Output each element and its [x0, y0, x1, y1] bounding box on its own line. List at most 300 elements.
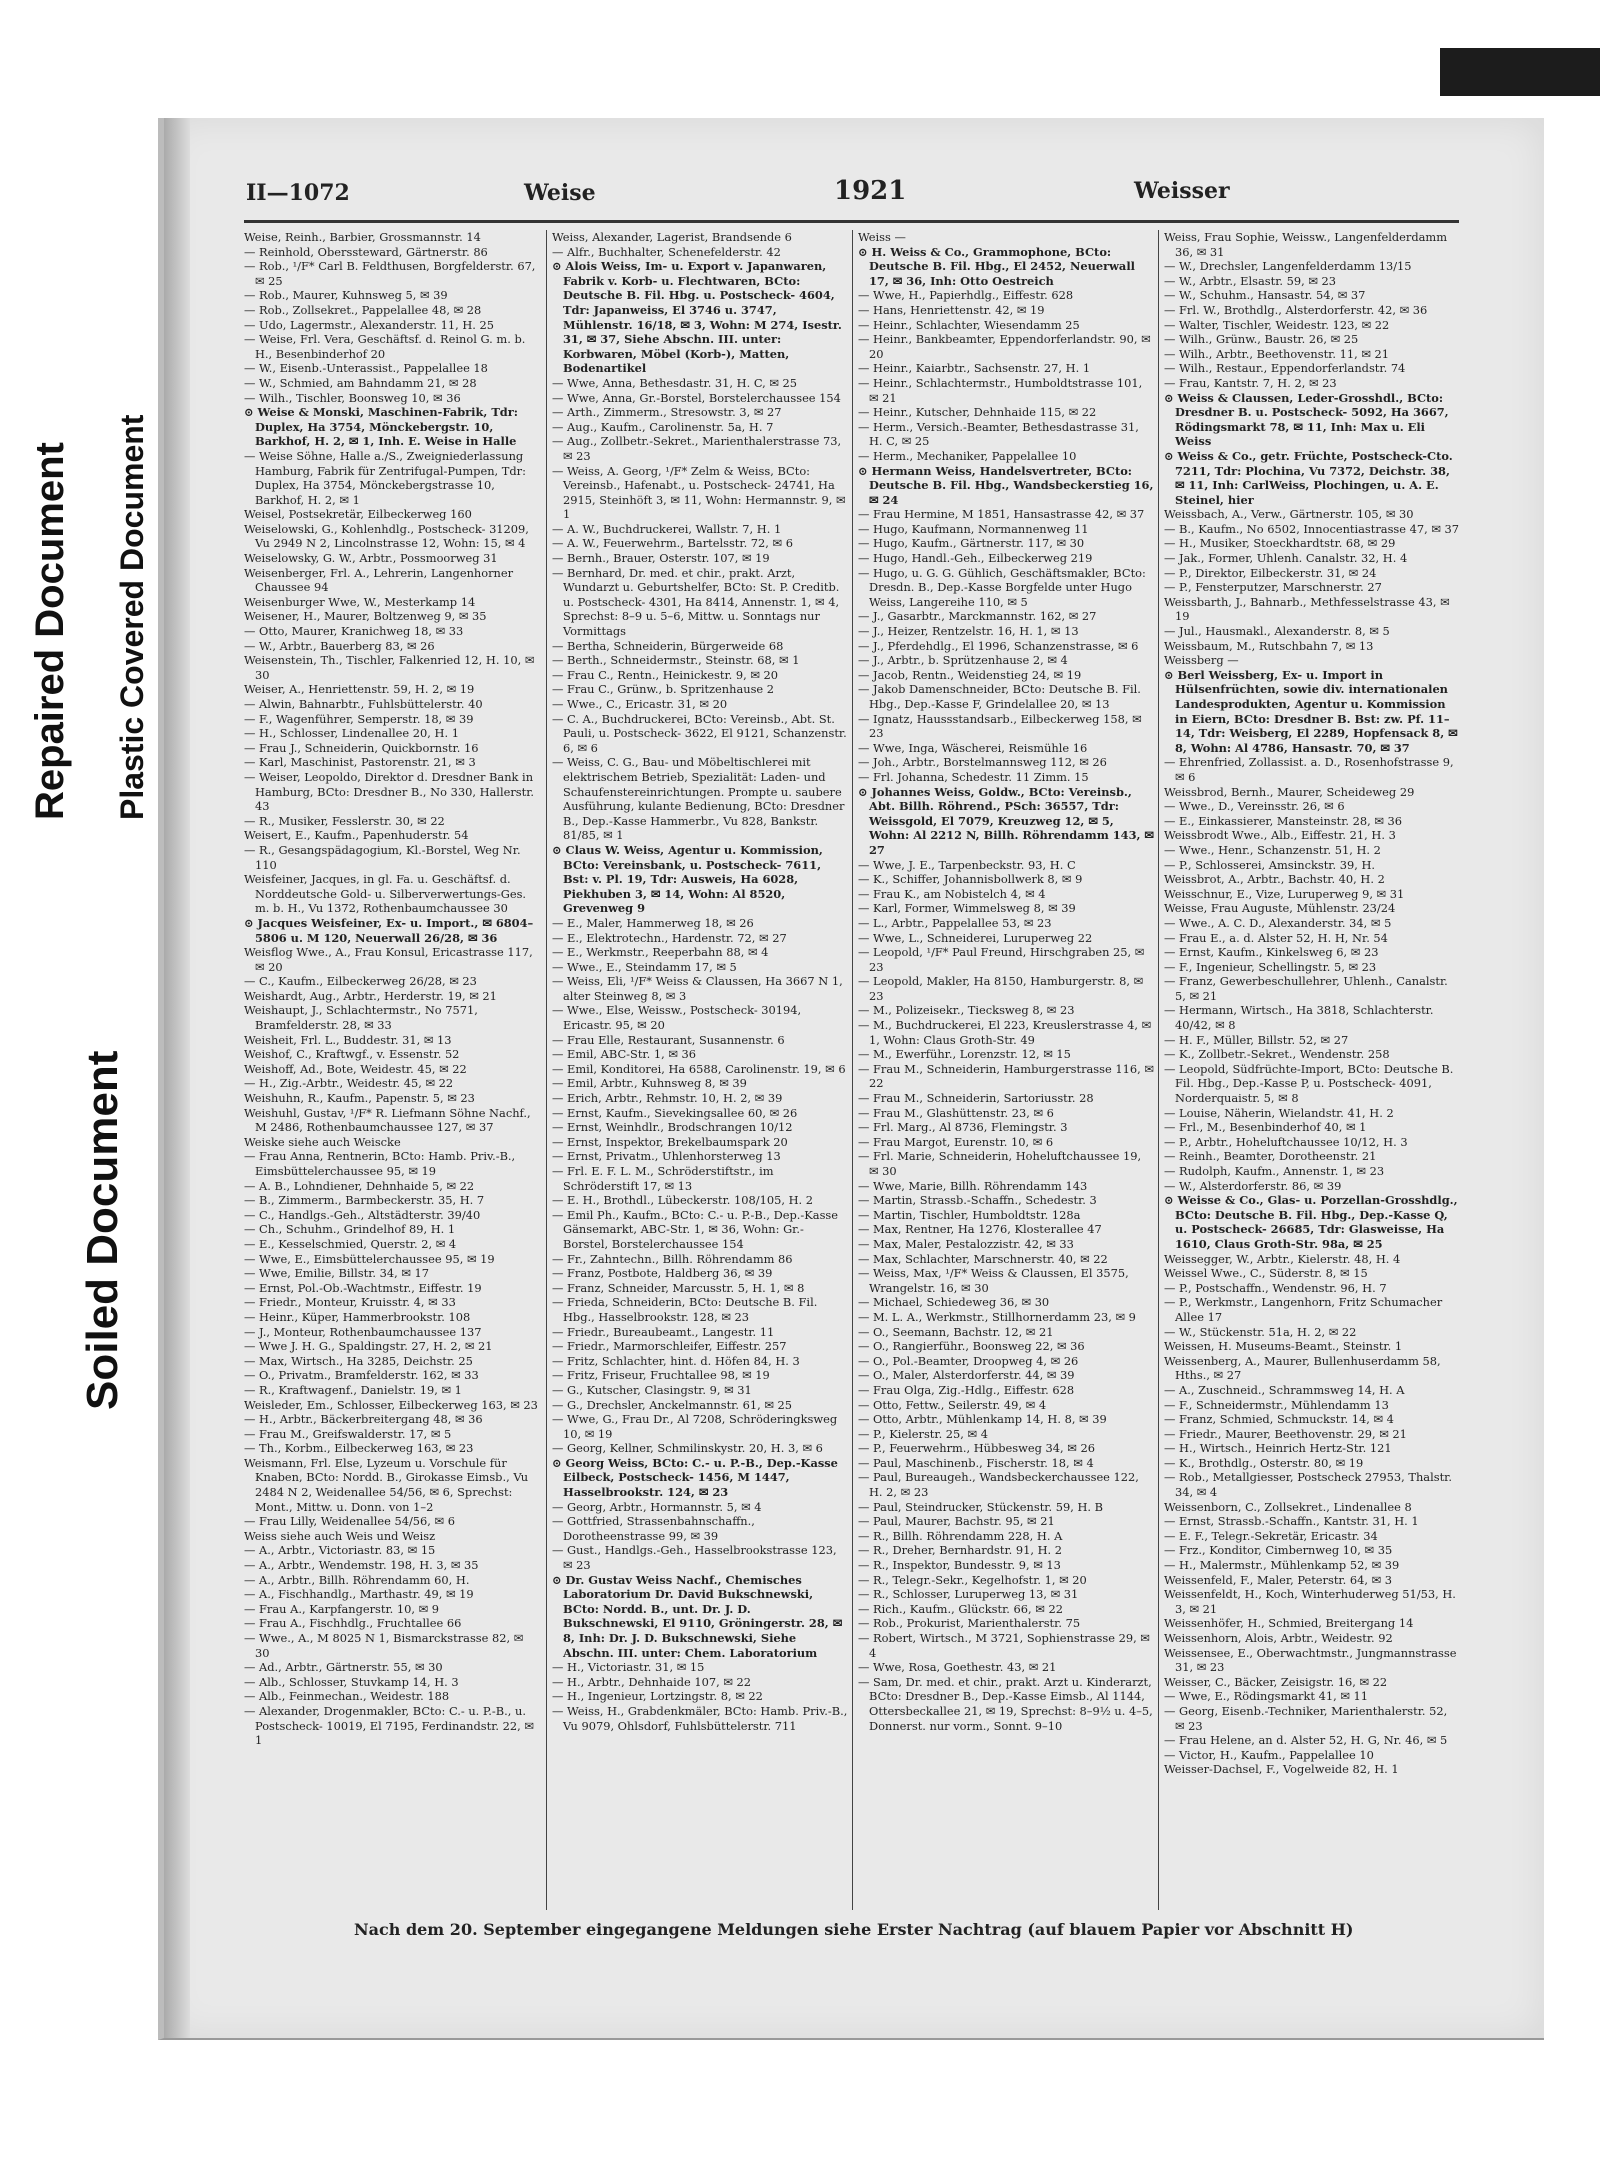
- directory-entry: — W., Arbtr., Elsastr. 59, ✉ 23: [1164, 273, 1337, 288]
- directory-entry: — Wwe, Inga, Wäscherei, Reismühle 16: [858, 740, 1088, 755]
- directory-entry: — E., Elektrotechn., Hardenstr. 72, ✉ 27: [552, 930, 787, 945]
- directory-entry: ⊙ Weisse & Co., Glas- u. Porzellan-Grosshdlg., BCto: Deutsche B. Fil. Hbg., Dep.-Kasse Q, u. Postscheck- 26685, Tdr: Glasweisse, Ha 1610, Claus Groth-Str. 98a, ✉ 25: [1164, 1193, 1458, 1251]
- page-number: II—1072: [246, 180, 350, 206]
- directory-entry: — Heinr., Küper, Hammerbrookstr. 108: [244, 1309, 471, 1324]
- directory-entry: Weisser, C., Bäcker, Zeisigstr. 16, ✉ 22: [1164, 1674, 1388, 1689]
- column-divider: [1158, 230, 1159, 1910]
- directory-entry: — Karl, Former, Wimmelsweg 8, ✉ 39: [858, 901, 1076, 916]
- directory-entry: — J., Monteur, Rothenbaumchaussee 137: [244, 1324, 482, 1339]
- directory-entry: — E., Kesselschmied, Querstr. 2, ✉ 4: [244, 1236, 457, 1251]
- directory-entry: — Wwe, Anna, Gr.-Borstel, Borstelerchaussee 154: [552, 390, 841, 405]
- directory-entry: — Rob., Zollsekret., Pappelallee 48, ✉ 28: [244, 302, 482, 317]
- directory-entry: — Weiser, Leopoldo, Direktor d. Dresdner Bank in Hamburg, BCto: Dresdner B., No 330, Hallerstr. 43: [244, 769, 535, 814]
- directory-entry: — Alb., Schlosser, Stuvkamp 14, H. 3: [244, 1674, 459, 1689]
- directory-entry: — Friedr., Monteur, Kruisstr. 4, ✉ 33: [244, 1295, 456, 1310]
- directory-entry: Weissenfeld, F., Maler, Peterstr. 64, ✉ 3: [1164, 1572, 1392, 1587]
- directory-entry: — H., Arbtr., Bäckerbreitergang 48, ✉ 36: [244, 1412, 483, 1427]
- directory-entry: — Wilh., Tischler, Boonsweg 10, ✉ 36: [244, 390, 461, 405]
- directory-entry: — O., Maler, Alsterdorferstr. 44, ✉ 39: [858, 1368, 1075, 1383]
- directory-entry: Weisert, E., Kaufm., Papenhuderstr. 54: [244, 828, 469, 843]
- directory-entry: — Frl. Marg., Al 8736, Flemingstr. 3: [858, 1120, 1068, 1135]
- directory-entry: — Wwe, H., Papierhdlg., Eiffestr. 628: [858, 288, 1074, 303]
- directory-entry: Weisser-Dachsel, F., Vogelweide 82, H. 1: [1164, 1762, 1399, 1777]
- directory-entry: — R., Musiker, Fesslerstr. 30, ✉ 22: [244, 813, 445, 828]
- directory-entry: — P., Direktor, Eilbeckerstr. 31, ✉ 24: [1164, 565, 1377, 580]
- directory-entry: — Wwe., D., Vereinsstr. 26, ✉ 6: [1164, 799, 1345, 814]
- directory-entry: — Frau J., Schneiderin, Quickbornstr. 16: [244, 740, 479, 755]
- directory-entry: — Frau K., am Nobistelch 4, ✉ 4: [858, 886, 1046, 901]
- directory-entry: — A., Fischhandlg., Marthastr. 49, ✉ 19: [244, 1587, 474, 1602]
- directory-entry: — Max, Schlachter, Marschnerstr. 40, ✉ 22: [858, 1251, 1108, 1266]
- directory-entry: — G., Drechsler, Anckelmannstr. 61, ✉ 25: [552, 1397, 793, 1412]
- directory-entry: Weisenberger, Frl. A., Lehrerin, Langenhorner Chaussee 94: [244, 565, 514, 595]
- directory-column-3: [858, 230, 1154, 1910]
- directory-entry: — C. A., Buchdruckerei, BCto: Vereinsb., Abt. St. Pauli, u. Postscheck- 3622, El 9121, Schanzenstr. 6, ✉ 6: [552, 711, 847, 755]
- directory-entry: — Weiss, Max, ¹/F* Weiss & Claussen, El 3575, Wrangelstr. 16, ✉ 30: [858, 1266, 1129, 1295]
- directory-entry: — P., Kielerstr. 25, ✉ 4: [858, 1426, 988, 1441]
- directory-entry: — Gust., Handlgs.-Geh., Hasselbrookstrasse 123, ✉ 23: [552, 1543, 837, 1573]
- directory-entry: ⊙ Berl Weissberg, Ex- u. Import in Hülsenfrüchten, sowie div. internationalen Landesprodukten, Agentur u. Kommission in Eiern, BCto: Dresdner B. Bst: zw. Pf. 11–14, Tdr: Weisberg, El 2289, Hopfensack 8, ✉ 8, Wohn: Al 4786, Hansastr. 70, ✉ 37: [1164, 667, 1458, 755]
- directory-entry: — P., Postschaffn., Wendenstr. 96, H. 7: [1164, 1280, 1387, 1295]
- directory-entry: — Leopold, Makler, Ha 8150, Hamburgerstr. 8, ✉ 23: [858, 974, 1144, 1003]
- directory-entry: — H., Musiker, Stoeckhardtstr. 68, ✉ 29: [1164, 536, 1396, 551]
- directory-entry: — W., Alsterdorferstr. 86, ✉ 39: [1164, 1178, 1342, 1193]
- directory-entry: — Wwe., A. C. D., Alexanderstr. 34, ✉ 5: [1164, 915, 1392, 930]
- directory-entry: — Ch., Schuhm., Grindelhof 89, H. 1: [244, 1222, 456, 1237]
- directory-entry: Weissbrot, A., Arbtr., Bachstr. 40, H. 2: [1164, 872, 1385, 887]
- directory-entry: Weissegger, W., Arbtr., Kielerstr. 48, H. 4: [1164, 1251, 1401, 1266]
- directory-entry: Weismann, Frl. Else, Lyzeum u. Vorschule für Knaben, BCto: Nordd. B., Girokasse Eimsb., Vu 2484 N 2, Weidenallee 54/56, ✉ 6, Sprechst: Mont., Mittw. u. Donn. von 1–2: [244, 1455, 529, 1514]
- directory-entry: Weiss, Frau Sophie, Weissw., Langenfelderdamm 36, ✉ 31: [1164, 230, 1448, 259]
- directory-entry: — Reinh., Beamter, Dorotheenstr. 21: [1164, 1149, 1377, 1164]
- directory-entry: — A., Arbtr., Victoriastr. 83, ✉ 15: [244, 1543, 436, 1558]
- directory-entry: — Friedr., Maurer, Beethovenstr. 29, ✉ 21: [1164, 1426, 1407, 1441]
- directory-entry: — E. F., Telegr.-Sekretär, Ericastr. 34: [1164, 1528, 1378, 1543]
- label-plastic-covered-document: Plastic Covered Document: [114, 414, 150, 820]
- directory-entry: — Wwe, L., Schneiderei, Luruperweg 22: [858, 930, 1093, 945]
- header-keyword-right: Weisser: [1134, 178, 1230, 204]
- directory-entry: — R., Dreher, Bernhardstr. 91, H. 2: [858, 1543, 1063, 1558]
- directory-entry: — P., Feuerwehrm., Hübbesweg 34, ✉ 26: [858, 1441, 1095, 1456]
- directory-entry: — Jul., Hausmakl., Alexanderstr. 8, ✉ 5: [1164, 624, 1390, 639]
- directory-entry: Weissensee, E., Oberwachtmstr., Jungmannstrasse 31, ✉ 23: [1164, 1645, 1457, 1675]
- side-labels: [18, 280, 158, 1420]
- directory-entry: Weiss siehe auch Weis und Weisz: [244, 1528, 436, 1543]
- directory-entry: — Bertha, Schneiderin, Bürgerweide 68: [552, 638, 784, 653]
- directory-entry: — Frau E., a. d. Alster 52, H. H, Nr. 54: [1164, 930, 1388, 945]
- directory-entry: — Weise, Frl. Vera, Geschäftsf. d. Reinol G. m. b. H., Besenbinderhof 20: [244, 332, 526, 361]
- directory-entry: Weiske siehe auch Weiscke: [244, 1134, 401, 1149]
- directory-entry: — B., Zimmerm., Barmbeckerstr. 35, H. 7: [244, 1193, 485, 1208]
- directory-entry: — Frl. Marie, Schneiderin, Hoheluftchaussee 19, ✉ 30: [858, 1149, 1142, 1178]
- directory-entry: Weishuhl, Gustav, ¹/F* R. Liefmann Söhne Nachf., M 2486, Rothenbaumchaussee 127, ✉ 37: [244, 1105, 531, 1135]
- directory-entry: — R., Schlosser, Luruperweg 13, ✉ 31: [858, 1587, 1079, 1602]
- directory-entry: ⊙ Georg Weiss, BCto: C.- u. P.-B., Dep.-Kasse Eilbeck, Postscheck- 1456, M 1447, Hasselbrookstr. 124, ✉ 23: [552, 1455, 838, 1500]
- directory-entry: — P., Schlosserei, Amsinckstr. 39, H.: [1164, 857, 1376, 872]
- directory-entry: — G., Kutscher, Clasingstr. 9, ✉ 31: [552, 1382, 752, 1397]
- directory-entry: Weishoff, Ad., Bote, Weidestr. 45, ✉ 22: [244, 1061, 467, 1076]
- directory-entry: — Rob., Metallgiesser, Postscheck 27953, Thalstr. 34, ✉ 4: [1164, 1470, 1452, 1500]
- directory-entry: — K., Brothdlg., Osterstr. 80, ✉ 19: [1164, 1455, 1364, 1470]
- directory-entry: — Wwe, Marie, Billh. Röhrendamm 143: [858, 1178, 1088, 1193]
- directory-entry: — Wwe, E., Rödingsmarkt 41, ✉ 11: [1164, 1689, 1369, 1704]
- page-header: [234, 158, 1464, 218]
- directory-entry: — Ernst, Inspektor, Brekelbaumspark 20: [552, 1134, 788, 1149]
- directory-entry: — A., Arbtr., Wendemstr. 198, H. 3, ✉ 35: [244, 1558, 479, 1573]
- directory-entry: — J., Pferdehdlg., El 1996, Schanzenstrasse, ✉ 6: [858, 638, 1139, 653]
- directory-entry: — Erich, Arbtr., Rehmstr. 10, H. 2, ✉ 39: [552, 1091, 783, 1106]
- directory-entry: — A. B., Lohndiener, Dehnhaide 5, ✉ 22: [244, 1178, 475, 1193]
- directory-entry: — Udo, Lagermstr., Alexanderstr. 11, H. 25: [244, 317, 495, 332]
- directory-entry: — Frau M., Schneiderin, Hamburgerstrasse 116, ✉ 22: [858, 1061, 1154, 1091]
- directory-entry: — Ignatz, Haussstandsarb., Eilbeckerweg 158, ✉ 23: [858, 711, 1142, 741]
- directory-entry: — Frl. E. F. L. M., Schröderstiftstr., im Schröderstift 17, ✉ 13: [552, 1164, 774, 1193]
- directory-entry: — Wwe, E., Eimsbüttelerchaussee 95, ✉ 19: [244, 1251, 495, 1266]
- directory-entry: — Hugo, Kaufmann, Normannenweg 11: [858, 521, 1089, 536]
- directory-entry: — Weise Söhne, Halle a./S., Zweigniederlassung Hamburg, Fabrik für Zentrifugal-Pumpen, Tdr: Duplex, Ha 3754, Mönckebergstrasse 10, Barkhof, H. 2, ✉ 1: [244, 448, 526, 507]
- directory-entry: — Wwe., A., M 8025 N 1, Bismarckstrasse 82, ✉ 30: [244, 1631, 524, 1660]
- directory-column-4: [1164, 230, 1460, 1910]
- directory-entry: — Karl, Maschinist, Pastorenstr. 21, ✉ 3: [244, 755, 476, 770]
- directory-entry: — F., Ingenieur, Schellingstr. 5, ✉ 23: [1164, 959, 1377, 974]
- directory-entry: — Paul, Steindrucker, Stückenstr. 59, H. B: [858, 1499, 1104, 1514]
- directory-entry: — Martin, Tischler, Humboldtstr. 128a: [858, 1207, 1081, 1222]
- directory-entry: — Wwe, Anna, Bethesdastr. 31, H. C, ✉ 25: [552, 375, 798, 390]
- directory-entry: — Th., Korbm., Eilbeckerweg 163, ✉ 23: [244, 1441, 474, 1456]
- directory-entry: — Hans, Henriettenstr. 42, ✉ 19: [858, 302, 1045, 317]
- directory-entry: — Weiss, H., Grabdenkmäler, BCto: Hamb. Priv.-B., Vu 9079, Ohlsdorf, Fuhlsbüttelerstr. 711: [552, 1703, 848, 1733]
- directory-entry: Weisener, H., Maurer, Boltzenweg 9, ✉ 35: [244, 609, 487, 624]
- directory-entry: Weishuhn, R., Kaufm., Papenstr. 5, ✉ 23: [244, 1091, 475, 1106]
- directory-entry: — Frau C., Grünw., b. Spritzenhause 2: [552, 682, 775, 697]
- directory-entry: — Herm., Mechaniker, Pappelallee 10: [858, 448, 1077, 463]
- directory-entry: Weise, Reinh., Barbier, Grossmannstr. 14: [244, 230, 481, 244]
- directory-entry: ⊙ Dr. Gustav Weiss Nachf., Chemisches Laboratorium Dr. David Bukschnewski, BCto: Nordd. B., unt. Dr. J. D. Bukschnewski, El 9110, Gröningerstr. 28, ✉ 8, Inh: Dr. J. D. Bukschnewski, Siehe Abschn. III. unter: Chem. Laboratorium: [552, 1572, 843, 1660]
- directory-entry: — Frau M., Schneiderin, Sartoriusstr. 28: [858, 1091, 1094, 1106]
- directory-entry: — Wwe, Emilie, Billstr. 34, ✉ 17: [244, 1266, 430, 1281]
- directory-entry: — C., Kaufm., Eilbeckerweg 26/28, ✉ 23: [244, 974, 477, 989]
- directory-entry: — Frau Margot, Eurenstr. 10, ✉ 6: [858, 1134, 1054, 1149]
- directory-entry: Weishardt, Aug., Arbtr., Herderstr. 19, ✉ 21: [244, 988, 497, 1003]
- directory-entry: — Otto, Arbtr., Mühlenkamp 14, H. 8, ✉ 39: [858, 1412, 1107, 1427]
- directory-entry: — Franz, Postbote, Haldberg 36, ✉ 39: [552, 1266, 773, 1281]
- directory-entry: — Rob., Prokurist, Marienthalerstr. 75: [858, 1616, 1081, 1631]
- directory-entry: Weisheit, Frl. L., Buddestr. 31, ✉ 13: [244, 1032, 452, 1047]
- directory-entry: — J., Gasarbtr., Marckmannstr. 162, ✉ 27: [858, 609, 1097, 624]
- directory-entry: Weissel Wwe., C., Süderstr. 8, ✉ 15: [1164, 1266, 1368, 1281]
- directory-entry: Weishof, C., Kraftwgf., v. Essenstr. 52: [244, 1047, 460, 1062]
- directory-entry: — Michael, Schiedeweg 36, ✉ 30: [858, 1295, 1050, 1310]
- directory-entry: — Ad., Arbtr., Gärtnerstr. 55, ✉ 30: [244, 1660, 443, 1675]
- directory-entry: — Frau Anna, Rentnerin, BCto: Hamb. Priv.-B., Eimsbüttelerchaussee 95, ✉ 19: [244, 1149, 516, 1178]
- directory-entry: — H., Victoriastr. 31, ✉ 15: [552, 1660, 705, 1675]
- directory-entry: Weisse, Frau Auguste, Mühlenstr. 23/24: [1164, 901, 1396, 916]
- directory-entry: ⊙ Hermann Weiss, Handelsvertreter, BCto: Deutsche B. Fil. Hbg., Wandsbeckerstieg 16, ✉ 24: [858, 463, 1154, 507]
- directory-entry: — Heinr., Bankbeamter, Eppendorferlandstr. 90, ✉ 20: [858, 332, 1151, 361]
- directory-entry: — Alb., Feinmechan., Weidestr. 188: [244, 1689, 450, 1704]
- directory-entry: — Ernst, Pol.-Ob.-Wachtmstr., Eiffestr. 19: [244, 1280, 482, 1295]
- directory-entry: — Frau Olga, Zig.-Hdlg., Eiffestr. 628: [858, 1382, 1075, 1397]
- directory-entry: — H. F., Müller, Billstr. 52, ✉ 27: [1164, 1032, 1349, 1047]
- directory-entry: — H., Wirtsch., Heinrich Hertz-Str. 121: [1164, 1441, 1392, 1456]
- directory-entry: — Wwe, J. E., Tarpenbeckstr. 93, H. C: [858, 857, 1076, 872]
- directory-entry: — Frau M., Greifswalderstr. 17, ✉ 5: [244, 1426, 452, 1441]
- directory-entry: — Jakob Damenschneider, BCto: Deutsche B. Fil. Hbg., Dep.-Kasse F, Grindelallee 20, ✉ 13: [858, 682, 1141, 711]
- directory-entry: — Sam, Dr. med. et chir., prakt. Arzt u. Kinderarzt, BCto: Dresdner B., Dep.-Kasse Eimsb., Al 1144, Ottersbeckallee 21, ✉ 19, Sprechst: 8–9½ u. 4–5, Donnerst. nur vorm., Sonnt. 9–10: [858, 1674, 1153, 1733]
- directory-entry: — Alexander, Drogenmakler, BCto: C.- u. P.-B., u. Postscheck- 10019, El 7195, Ferdinandstr. 22, ✉ 1: [244, 1703, 534, 1748]
- directory-entry: Weissberg —: [1164, 653, 1239, 668]
- directory-entry: — Georg, Eisenb.-Techniker, Marienthalerstr. 52, ✉ 23: [1164, 1703, 1448, 1733]
- directory-entry: — Victor, H., Kaufm., Pappelallee 10: [1164, 1747, 1374, 1762]
- directory-entry: — Paul, Bureaugeh., Wandsbeckerchaussee 122, H. 2, ✉ 23: [858, 1470, 1139, 1500]
- directory-entry: — R., Kraftwagenf., Danielstr. 19, ✉ 1: [244, 1382, 462, 1397]
- directory-entry: — H., Ingenieur, Lortzingstr. 8, ✉ 22: [552, 1689, 763, 1704]
- directory-entry: — J., Heizer, Rentzelstr. 16, H. 1, ✉ 13: [858, 624, 1079, 639]
- directory-entry: — W., Eisenb.-Unterassist., Pappelallee 18: [244, 361, 488, 376]
- directory-entry: — Gottfried, Strassenbahnschaffn., Dorotheenstrasse 99, ✉ 39: [552, 1514, 755, 1543]
- directory-entry: — R., Telegr.-Sekr., Kegelhofstr. 1, ✉ 20: [858, 1572, 1087, 1587]
- header-keyword-left: Weise: [524, 180, 596, 206]
- directory-entry: — M., Buchdruckerei, El 223, Kreuslerstrasse 4, ✉ 1, Wohn: Claus Groth-Str. 49: [858, 1018, 1152, 1047]
- directory-entry: — R., Gesangspädagogium, Kl.-Borstel, Weg Nr. 110: [244, 842, 521, 872]
- directory-entry: Weissenberg, A., Maurer, Bullenhuserdamm 58, Hths., ✉ 27: [1164, 1353, 1441, 1383]
- directory-entry: — R., Billh. Röhrendamm 228, H. A: [858, 1528, 1063, 1543]
- directory-entry: Weisenstein, Th., Tischler, Falkenried 12, H. 10, ✉ 30: [244, 653, 535, 682]
- directory-entry: — H., Malermstr., Mühlenkamp 52, ✉ 39: [1164, 1558, 1400, 1573]
- directory-entry: — O., Rangierführ., Boonsweg 22, ✉ 36: [858, 1339, 1085, 1354]
- directory-entry: — M., Ewerführ., Lorenzstr. 12, ✉ 15: [858, 1047, 1071, 1062]
- column-divider: [852, 230, 853, 1910]
- directory-entry: ⊙ H. Weiss & Co., Grammophone, BCto: Deutsche B. Fil. Hbg., El 2452, Neuerwall 17, ✉ 36, Inh: Otto Oestreich: [858, 244, 1135, 288]
- directory-entry: — Walter, Tischler, Weidestr. 123, ✉ 22: [1164, 317, 1390, 332]
- directory-entry: — Louise, Näherin, Wielandstr. 41, H. 2: [1164, 1105, 1394, 1120]
- directory-entry: — Frau C., Rentn., Heinickestr. 9, ✉ 20: [552, 667, 779, 682]
- document-page: [158, 118, 1544, 2040]
- directory-entry: — W., Drechsler, Langenfelderdamm 13/15: [1164, 259, 1412, 274]
- directory-entry: — Emil, Arbtr., Kuhnsweg 8, ✉ 39: [552, 1076, 747, 1091]
- directory-entry: Weisschnur, E., Vize, Luruperweg 9, ✉ 31: [1164, 886, 1405, 901]
- directory-entry: — Otto, Fettw., Seilerstr. 49, ✉ 4: [858, 1397, 1047, 1412]
- directory-entry: Weissbrodt Wwe., Alb., Eiffestr. 21, H. 3: [1164, 828, 1396, 843]
- directory-entry: — Emil, Konditorei, Ha 6588, Carolinenstr. 19, ✉ 6: [552, 1061, 846, 1076]
- directory-entry: — Wilh., Arbtr., Beethovenstr. 11, ✉ 21: [1164, 346, 1389, 361]
- directory-entry: — W., Schmied, am Bahndamm 21, ✉ 28: [244, 375, 477, 390]
- directory-entry: — Georg, Arbtr., Hormannstr. 5, ✉ 4: [552, 1499, 762, 1514]
- directory-entry: — Rudolph, Kaufm., Annenstr. 1, ✉ 23: [1164, 1164, 1385, 1178]
- directory-entry: — Ernst, Strassb.-Schaffn., Kantstr. 31, H. 1: [1164, 1514, 1419, 1529]
- directory-entry: — F., Schneidermstr., Mühlendamm 13: [1164, 1397, 1389, 1412]
- directory-entry: — M. L. A., Werkmstr., Stillhornerdamm 23, ✉ 9: [858, 1309, 1136, 1324]
- directory-entry: — Franz, Schneider, Marcusstr. 5, H. 1, ✉ 8: [552, 1280, 805, 1295]
- directory-entry: — Bernh., Brauer, Osterstr. 107, ✉ 19: [552, 551, 770, 566]
- directory-entry: — P., Arbtr., Hoheluftchaussee 10/12, H. 3: [1164, 1134, 1408, 1149]
- directory-entry: — A. W., Feuerwehrm., Bartelsstr. 72, ✉ 6: [552, 536, 793, 551]
- directory-entry: — O., Seemann, Bachstr. 12, ✉ 21: [858, 1324, 1054, 1339]
- directory-entry: — Jak., Former, Uhlenh. Canalstr. 32, H. 4: [1164, 551, 1408, 566]
- directory-entry: — Jacob, Rentn., Weidenstieg 24, ✉ 19: [858, 667, 1082, 682]
- directory-entry: — H., Schlosser, Lindenallee 20, H. 1: [244, 726, 459, 741]
- directory-entry: — Heinr., Schlachtermstr., Humboldtstrasse 101, ✉ 21: [858, 375, 1143, 405]
- directory-entry: — Frieda, Schneiderin, BCto: Deutsche B. Fil. Hbg., Hasselbrookstr. 128, ✉ 23: [552, 1295, 818, 1324]
- directory-entry: — K., Zollbetr.-Sekret., Wendenstr. 258: [1164, 1047, 1390, 1062]
- directory-entry: — Leopold, Südfrüchte-Import, BCto: Deutsche B. Fil. Hbg., Dep.-Kasse P, u. Postscheck- 4091, Norderquaistr. 5, ✉ 8: [1164, 1061, 1454, 1106]
- directory-entry: — Friedr., Bureaubeamt., Langestr. 11: [552, 1324, 775, 1339]
- directory-entry: Weissbrod, Bernh., Maurer, Scheideweg 29: [1164, 784, 1415, 799]
- directory-entry: — Wilh., Restaur., Eppendorferlandstr. 74: [1164, 361, 1406, 376]
- directory-entry: — Hugo, u. G. G. Gühlich, Geschäftsmakler, BCto: Dresdn. B., Dep.-Kasse Borgfelde unter Hugo Weiss, Langereihe 110, ✉ 5: [858, 565, 1146, 609]
- directory-entry: — Wilh., Grünw., Baustr. 26, ✉ 25: [1164, 332, 1359, 347]
- directory-entry: — Weiss, Eli, ¹/F* Weiss & Claussen, Ha 3667 N 1, alter Steinweg 8, ✉ 3: [552, 974, 843, 1003]
- directory-entry: — Wwe., Else, Weissw., Postscheck- 30194, Ericastr. 95, ✉ 20: [552, 1003, 802, 1033]
- directory-entry: Weiss —: [858, 230, 906, 244]
- directory-entry: — A. W., Buchdruckerei, Wallstr. 7, H. 1: [552, 521, 782, 536]
- directory-entry: — Martin, Strassb.-Schaffn., Schedestr. 3: [858, 1193, 1097, 1208]
- directory-entry: — Wwe, G., Frau Dr., Al 7208, Schröderingksweg 10, ✉ 19: [552, 1412, 838, 1441]
- directory-entry: — Emil, ABC-Str. 1, ✉ 36: [552, 1047, 696, 1062]
- directory-entry: Weissenhöfer, H., Schmied, Breitergang 14: [1164, 1616, 1414, 1631]
- directory-entry: — Max, Maler, Pestalozzistr. 42, ✉ 33: [858, 1236, 1074, 1251]
- directory-entry: Weissbarth, J., Bahnarb., Methfesselstrasse 43, ✉ 19: [1164, 594, 1450, 624]
- directory-entry: — Paul, Maurer, Bachstr. 95, ✉ 21: [858, 1514, 1055, 1529]
- directory-entry: — O., Pol.-Beamter, Droopweg 4, ✉ 26: [858, 1353, 1079, 1368]
- directory-entry: — Joh., Arbtr., Borstelmannsweg 112, ✉ 26: [858, 755, 1107, 770]
- directory-entry: — Friedr., Marmorschleifer, Eiffestr. 257: [552, 1339, 787, 1354]
- directory-entry: — Heinr., Kaiarbtr., Sachsenstr. 27, H. 1: [858, 361, 1091, 376]
- directory-entry: — Alfr., Buchhalter, Schenefelderstr. 42: [552, 244, 781, 259]
- directory-column-2: [552, 230, 848, 1910]
- label-repaired-document: Repaired Document: [28, 442, 72, 820]
- directory-entry: — Max, Wirtsch., Ha 3285, Deichstr. 25: [244, 1353, 473, 1368]
- directory-entry: — Rich., Kaufm., Glückstr. 66, ✉ 22: [858, 1601, 1063, 1616]
- directory-entry: — Hermann, Wirtsch., Ha 3818, Schlachterstr. 40/42, ✉ 8: [1164, 1003, 1434, 1033]
- directory-entry: — W., Arbtr., Bauerberg 83, ✉ 26: [244, 638, 435, 653]
- directory-entry: Weisfeiner, Jacques, in gl. Fa. u. Geschäftsf. d. Norddeutsche Gold- u. Silberverwertungs-Ges. m. b. H., Vu 1372, Rothenbaumchaussee 30: [244, 872, 527, 916]
- scan-dark-corner: [1440, 48, 1600, 96]
- directory-entry: ⊙ Claus W. Weiss, Agentur u. Kommission, BCto: Vereinsbank, u. Postscheck- 7611, Bst: v. Pl. 19, Tdr: Ausweis, Ha 6028, Piekhuben 3, ✉ 14, Wohn: Al 8520, Grevenweg 9: [552, 842, 823, 916]
- directory-entry: — Aug., Zollbetr.-Sekret., Marienthalerstrasse 73, ✉ 23: [552, 434, 842, 463]
- directory-entry: — Wwe J. H. G., Spaldingstr. 27, H. 2, ✉ 21: [244, 1339, 493, 1354]
- directory-entry: — Rob., Maurer, Kuhnsweg 5, ✉ 39: [244, 288, 448, 303]
- directory-entry: — C., Handlgs.-Geh., Altstädterstr. 39/40: [244, 1207, 481, 1222]
- directory-columns: [244, 230, 1459, 1910]
- directory-entry: — Wwe., C., Ericastr. 31, ✉ 20: [552, 697, 728, 711]
- directory-entry: — Heinr., Kutscher, Dehnhaide 115, ✉ 22: [858, 405, 1097, 420]
- directory-entry: — J., Arbtr., b. Sprützenhause 2, ✉ 4: [858, 653, 1068, 668]
- directory-entry: ⊙ Weiss & Claussen, Leder-Grosshdl., BCto: Dresdner B. u. Postscheck- 5092, Ha 3667, Rödingsmarkt 78, ✉ 11, Inh: Max u. Eli Weiss: [1164, 390, 1449, 449]
- directory-entry: — Fr., Zahntechn., Billh. Röhrendamm 86: [552, 1251, 793, 1266]
- directory-entry: — Wwe, Rosa, Goethestr. 43, ✉ 21: [858, 1660, 1057, 1675]
- directory-entry: — Franz, Gewerbeschullehrer, Uhlenh., Canalstr. 5, ✉ 21: [1164, 974, 1448, 1003]
- directory-entry: — Heinr., Schlachter, Wiesendamm 25: [858, 317, 1080, 332]
- directory-entry: — Otto, Maurer, Kranichweg 18, ✉ 33: [244, 624, 464, 639]
- directory-entry: — A., Arbtr., Billh. Röhrendamm 60, H.: [244, 1572, 470, 1587]
- directory-entry: — Frau M., Glashüttenstr. 23, ✉ 6: [858, 1105, 1054, 1120]
- directory-entry: — L., Arbtr., Pappelallee 53, ✉ 23: [858, 915, 1052, 930]
- directory-entry: Weissbach, A., Verw., Gärtnerstr. 105, ✉ 30: [1164, 507, 1414, 522]
- directory-entry: ⊙ Alois Weiss, Im- u. Export v. Japanwaren, Fabrik v. Korb- u. Flechtwaren, BCto: Deutsche B. Fil. Hbg. u. Postscheck- 4604, Tdr: Japanweiss, El 3746 u. 3747, Mühlenstr. 16/18, ✉ 3, Wohn: M 274, Isestr. 31, ✉ 37, Siehe Abschn. III. unter: Korbwaren, Möbel (Korb-), Matten, Bodenartikel: [552, 259, 842, 376]
- directory-entry: ⊙ Jacques Weisfeiner, Ex- u. Import., ✉ 6804–5806 u. M 120, Neuerwall 26/28, ✉ 36: [244, 915, 534, 945]
- directory-entry: — Wwe., Henr., Schanzenstr. 51, H. 2: [1164, 842, 1381, 857]
- directory-entry: — E., Maler, Hammerweg 18, ✉ 26: [552, 915, 754, 930]
- directory-entry: — Hugo, Kaufm., Gärtnerstr. 117, ✉ 30: [858, 536, 1085, 551]
- header-rule: [244, 220, 1459, 223]
- directory-entry: Weisenburger Wwe, W., Mesterkamp 14: [244, 594, 476, 609]
- directory-entry: — A., Zuschneid., Schrammsweg 14, H. A: [1164, 1382, 1405, 1397]
- directory-entry: — Ehrenfried, Zollassist. a. D., Rosenhofstrasse 9, ✉ 6: [1164, 755, 1454, 784]
- directory-entry: — Arth., Zimmerm., Stresowstr. 3, ✉ 27: [552, 405, 782, 420]
- directory-entry: — Bernhard, Dr. med. et chir., prakt. Arzt, Wundarzt u. Geburtshelfer, BCto: St. P. Creditb. u. Postscheck- 4301, Ha 8414, Annenstr. 1, ✉ 4, Sprechst: 8–9 u. 5–6, Mittw. u. Sonntags nur Vormittags: [552, 565, 840, 639]
- directory-entry: — Weiss, C. G., Bau- und Möbeltischlerei mit elektrischem Betrieb, Spezialität: Laden- und Schaufenstereinrichtungen. Prompte u. saubere Ausführung, kulante Bedienung, BCto: Dresdner B., Dep.-Kasse Hammerbr., Vu 828, Bankstr. 81/85, ✉ 1: [552, 755, 845, 843]
- directory-entry: — Paul, Maschinenb., Fischerstr. 18, ✉ 4: [858, 1455, 1094, 1470]
- directory-entry: — Georg, Kellner, Schmilinskystr. 20, H. 3, ✉ 6: [552, 1441, 823, 1456]
- directory-entry: — E., Einkassierer, Mansteinstr. 28, ✉ 36: [1164, 813, 1403, 828]
- directory-entry: — Franz, Schmied, Schmuckstr. 14, ✉ 4: [1164, 1412, 1394, 1427]
- directory-entry: Weiss, Alexander, Lagerist, Brandsende 6: [552, 230, 792, 244]
- directory-entry: — Frl. Johanna, Schedestr. 11 Zimm. 15: [858, 769, 1089, 784]
- directory-entry: — P., Fensterputzer, Marschnerstr. 27: [1164, 580, 1382, 595]
- directory-entry: Weiser, A., Henriettenstr. 59, H. 2, ✉ 19: [244, 682, 475, 697]
- directory-entry: — Frau A., Karpfangerstr. 10, ✉ 9: [244, 1601, 440, 1616]
- directory-entry: — M., Polizeisekr., Tiecksweg 8, ✉ 23: [858, 1003, 1075, 1018]
- directory-entry: — E., Werkmstr., Reeperbahn 88, ✉ 4: [552, 945, 769, 960]
- directory-entry: Weissenborn, C., Zollsekret., Lindenallee 8: [1164, 1499, 1412, 1514]
- directory-entry: — Frau, Kantstr. 7, H. 2, ✉ 23: [1164, 375, 1337, 390]
- directory-entry: — Rob., ¹/F* Carl B. Feldthusen, Borgfelderstr. 67, ✉ 25: [244, 259, 536, 288]
- directory-entry: — W., Schuhm., Hansastr. 54, ✉ 37: [1164, 288, 1366, 303]
- directory-entry: — Frau Elle, Restaurant, Susannenstr. 6: [552, 1032, 785, 1047]
- label-soiled-document: Soiled Document: [78, 1050, 127, 1410]
- directory-entry: — Frau Hermine, M 1851, Hansastrasse 42, ✉ 37: [858, 507, 1145, 522]
- page-footer: Nach dem 20. September eingegangene Meldungen siehe Erster Nachtrag (auf blauem Papier vor Abschnitt H): [354, 1920, 1354, 1939]
- directory-entry: Weiselowski, G., Kohlenhdlg., Postscheck- 31209, Vu 2949 N 2, Lincolnstrasse 12, Wohn: 15, ✉ 4: [244, 521, 529, 551]
- directory-entry: — F., Wagenführer, Semperstr. 18, ✉ 39: [244, 711, 474, 726]
- directory-entry: ⊙ Johannes Weiss, Goldw., BCto: Vereinsb., Abt. Billh. Röhrend., PSch: 36557, Tdr: Weissgold, El 7079, Kreuzweg 12, ✉ 5, Wohn: Al 2212 N, Billh. Röhrendamm 143, ✉ 27: [858, 784, 1154, 857]
- directory-entry: — Berth., Schneidermstr., Steinstr. 68, ✉ 1: [552, 653, 800, 668]
- directory-entry: — Weiss, A. Georg, ¹/F* Zelm & Weiss, BCto: Vereinsb., Hafenabt., u. Postscheck- 24741, Ha 2915, Steinhöft 3, ✉ 11, Wohn: Hermannstr. 9, ✉ 1: [552, 463, 846, 522]
- directory-entry: — Leopold, ¹/F* Paul Freund, Hirschgraben 25, ✉ 23: [858, 945, 1145, 974]
- header-year: 1921: [834, 176, 907, 206]
- directory-entry: — Hugo, Handl.-Geh., Eilbeckerweg 219: [858, 551, 1093, 566]
- directory-entry: — Frl. W., Brothdlg., Alsterdorferstr. 42, ✉ 36: [1164, 302, 1428, 317]
- directory-entry: — Emil Ph., Kaufm., BCto: C.- u. P.-B., Dep.-Kasse Gänsemarkt, ABC-Str. 1, ✉ 36, Wohn: Gr.-Borstel, Borstelerchaussee 154: [552, 1207, 839, 1251]
- directory-entry: Weiselowsky, G. W., Arbtr., Possmoorweg 31: [244, 551, 498, 566]
- directory-entry: — H., Arbtr., Dehnhaide 107, ✉ 22: [552, 1674, 752, 1689]
- directory-entry: — Fritz, Friseur, Fruchtallee 98, ✉ 19: [552, 1368, 770, 1383]
- column-divider: [546, 230, 547, 1910]
- directory-entry: — Reinhold, Oberssteward, Gärtnerstr. 86: [244, 244, 488, 259]
- directory-entry: — Frau Helene, an d. Alster 52, H. G, Nr. 46, ✉ 5: [1164, 1733, 1448, 1748]
- directory-entry: — W., Stückenstr. 51a, H. 2, ✉ 22: [1164, 1324, 1357, 1339]
- directory-entry: — Ernst, Kaufm., Sievekingsallee 60, ✉ 26: [552, 1105, 798, 1120]
- directory-entry: Weissbaum, M., Rutschbahn 7, ✉ 13: [1164, 638, 1374, 653]
- directory-entry: — Ernst, Weinhdlr., Brodschrangen 10/12: [552, 1120, 793, 1135]
- directory-entry: — Ernst, Privatm., Uhlenhorsterweg 13: [552, 1149, 781, 1164]
- directory-entry: Weisleder, Em., Schlosser, Eilbeckerweg 163, ✉ 23: [244, 1397, 538, 1412]
- directory-entry: — E. H., Brothdl., Lübeckerstr. 108/105, H. 2: [552, 1193, 813, 1208]
- directory-entry: — H., Zig.-Arbtr., Weidestr. 45, ✉ 22: [244, 1076, 454, 1091]
- directory-entry: ⊙ Weiss & Co., getr. Früchte, Postscheck-Cto. 7211, Tdr: Plochina, Vu 7372, Deichstr. 38, ✉ 11, Inh: CarlWeiss, Plochingen, u. A. E. Steinel, hier: [1164, 448, 1453, 507]
- directory-entry: Weissenfeldt, H., Koch, Winterhuderweg 51/53, H. 3, ✉ 21: [1164, 1587, 1456, 1616]
- directory-entry: — K., Schiffer, Johannisbollwerk 8, ✉ 9: [858, 872, 1083, 887]
- directory-entry: — R., Inspektor, Bundesstr. 9, ✉ 13: [858, 1558, 1061, 1573]
- directory-entry: — O., Privatm., Bramfelderstr. 162, ✉ 33: [244, 1368, 479, 1383]
- directory-entry: Weisflog Wwe., A., Frau Konsul, Ericastrasse 117, ✉ 20: [244, 945, 533, 974]
- directory-entry: Weissen, H. Museums-Beamt., Steinstr. 1: [1164, 1339, 1403, 1354]
- directory-entry: — Max, Rentner, Ha 1276, Klosterallee 47: [858, 1222, 1102, 1237]
- directory-entry: Weisel, Postsekretär, Eilbeckerweg 160: [244, 507, 472, 522]
- directory-column-1: [244, 230, 540, 1910]
- directory-entry: — Herm., Versich.-Beamter, Bethesdastrasse 31, H. C, ✉ 25: [858, 419, 1139, 449]
